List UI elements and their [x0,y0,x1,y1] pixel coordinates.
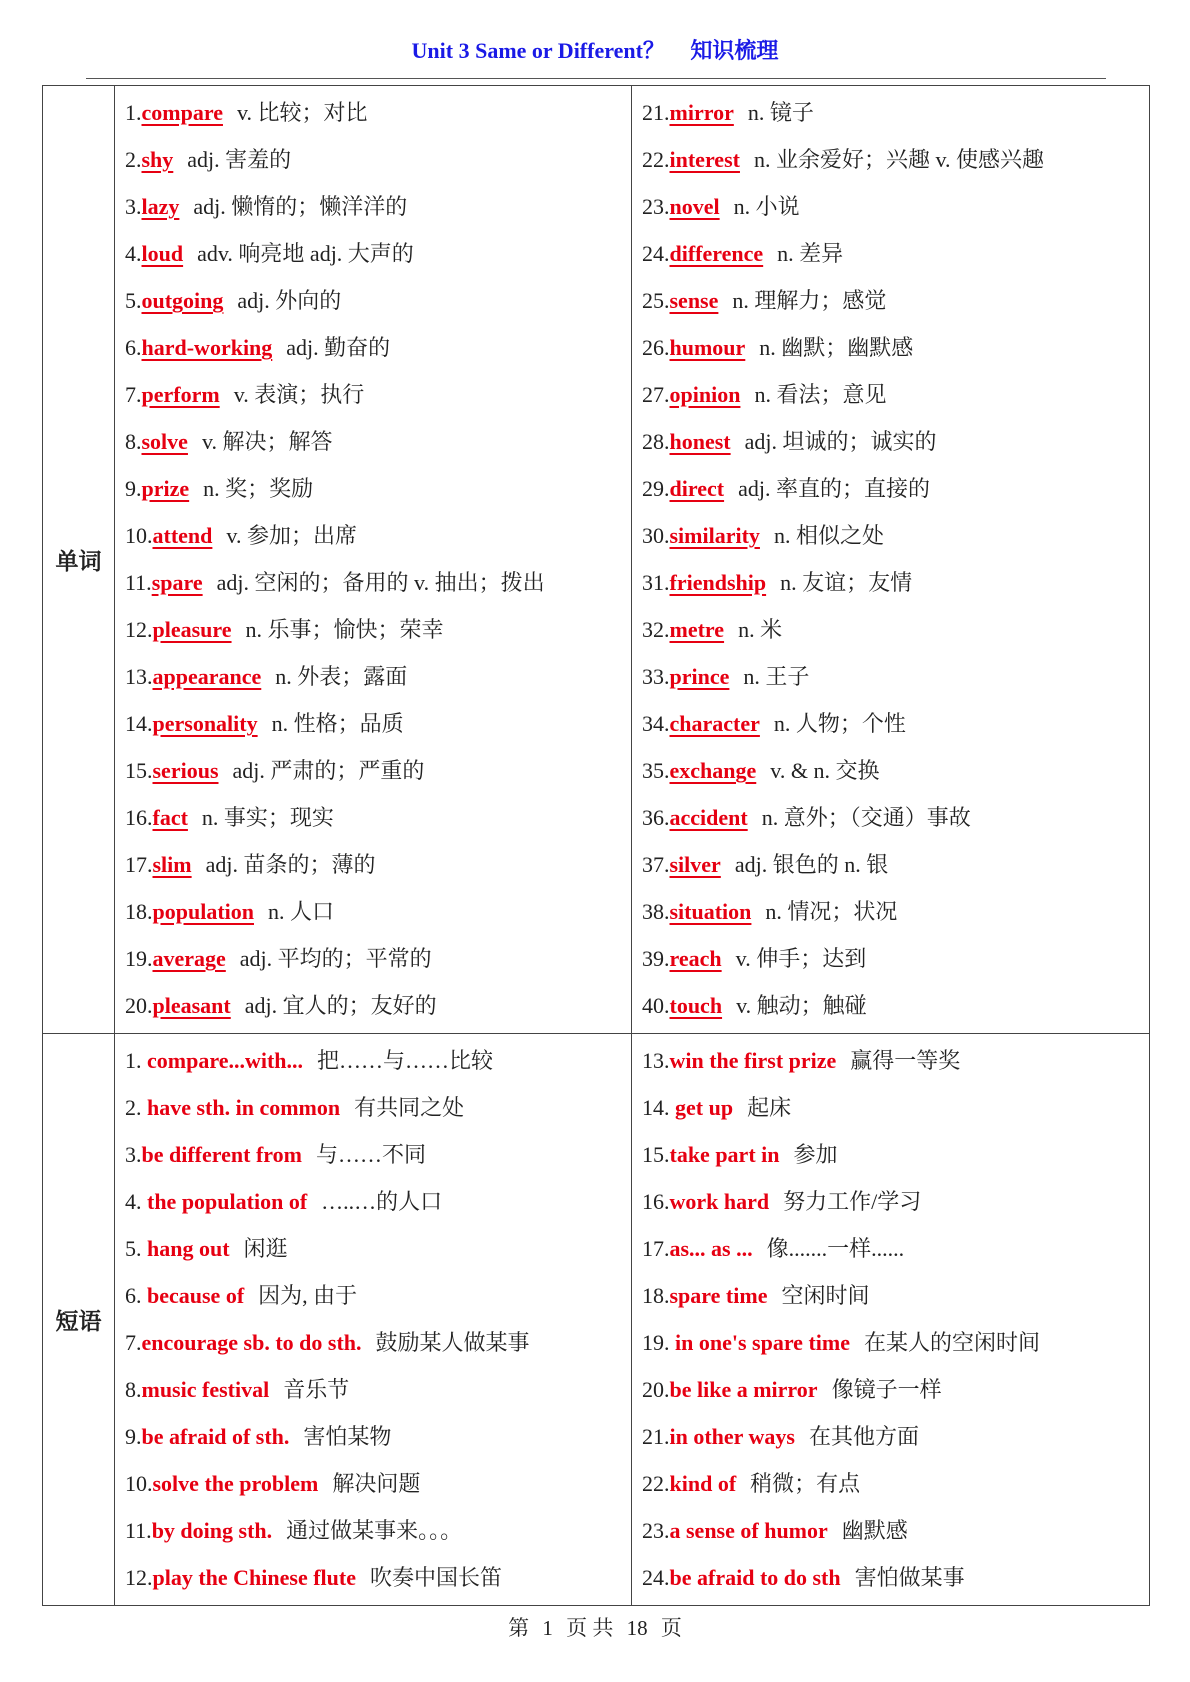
vocab-row [125,418,631,465]
item-definition: n. 外表；露面 [275,664,408,689]
item-definition: 有共同之处 [354,1095,465,1120]
item-number: 15. [642,1142,670,1167]
vocab-row [125,465,631,512]
item-definition: adj. 苗条的；薄的 [205,852,376,877]
vocab-word: character [669,711,760,736]
phrase-row [125,1131,631,1178]
phrase-text: work hard [669,1189,770,1214]
vocab-word: silver [669,852,721,877]
item-number: 14. [642,1095,675,1120]
phrase-text: in one's spare time [675,1330,850,1355]
vocab-row [642,89,1149,136]
footer-page-number: 1 [542,1616,553,1640]
item-definition: 在某人的空闲时间 [863,1330,1040,1355]
item-definition: 害怕做某事 [854,1565,965,1590]
item-definition: v. 解决；解答 [201,429,333,454]
item-definition: 通过做某事来。。。 [286,1518,463,1543]
item-definition: 闲逛 [243,1236,288,1261]
item-number: 7. [125,1330,142,1355]
item-definition: 因为, 由于 [258,1283,358,1308]
vocab-right-column [632,86,1150,1034]
vocab-row [125,136,631,183]
phrase-text: be like a mirror [669,1377,818,1402]
vocab-word: novel [669,194,720,219]
vocab-row [125,277,631,324]
vocab-word: mirror [669,100,734,125]
vocab-row [125,559,631,606]
item-number: 5. [125,288,142,313]
vocab-word: reach [669,946,722,971]
item-definition: adj. 空闲的；备用的 v. 抽出；拨出 [216,570,545,595]
item-number: 40. [642,993,670,1018]
item-number: 10. [125,523,153,548]
vocab-row [125,653,631,700]
vocab-row [125,230,631,277]
vocab-category-label: 单词 [43,86,115,1034]
vocab-word: friendship [669,570,767,595]
item-definition: 在其他方面 [809,1424,920,1449]
item-definition: n. 性格；品质 [271,711,404,736]
phrase-row [642,1319,1149,1366]
phrase-row [125,1037,631,1084]
item-number: 11. [125,1518,152,1543]
page-footer [0,1612,1190,1642]
item-number: 24. [642,241,670,266]
item-definition: adj. 外向的 [237,288,342,313]
phrase-row [125,1460,631,1507]
item-definition: n. 看法；意见 [754,382,887,407]
vocab-word: serious [152,758,219,783]
item-definition: n. 米 [738,617,783,642]
phrase-text: win the first prize [669,1048,837,1073]
phrase-text: music festival [141,1377,270,1402]
vocab-row [125,747,631,794]
phrase-text: get up [675,1095,734,1120]
vocab-row [125,371,631,418]
footer-suffix: 页 [660,1616,682,1640]
phrase-text: be afraid to do sth [669,1565,841,1590]
vocab-word: attend [152,523,213,548]
vocab-row [642,418,1149,465]
vocab-row [642,324,1149,371]
vocab-row [642,606,1149,653]
vocab-word: perform [141,382,220,407]
item-number: 16. [642,1189,670,1214]
vocab-word: loud [141,241,184,266]
vocab-row [125,982,631,1029]
phrase-row [125,1507,631,1554]
item-definition: 赢得一等奖 [850,1048,961,1073]
phrase-text: hang out [147,1236,230,1261]
vocab-row [125,606,631,653]
phrase-row [642,1131,1149,1178]
item-definition: n. 意外；（交通）事故 [761,805,971,830]
item-number: 8. [125,1377,142,1402]
item-number: 23. [642,1518,670,1543]
item-definition: 害怕某物 [303,1424,392,1449]
vocab-row [642,888,1149,935]
phrase-row [642,1272,1149,1319]
vocab-row [642,935,1149,982]
vocab-word: personality [152,711,258,736]
item-number: 5. [125,1236,147,1261]
vocab-row [125,841,631,888]
item-definition: v. & n. 交换 [770,758,880,783]
footer-prefix: 第 [508,1616,530,1640]
item-number: 24. [642,1565,670,1590]
phrase-row [642,1037,1149,1084]
item-number: 17. [125,852,153,877]
item-number: 32. [642,617,670,642]
knowledge-table [42,85,1150,1606]
phrase-text: a sense of humor [669,1518,828,1543]
item-number: 3. [125,1142,142,1167]
item-definition: 音乐节 [283,1377,350,1402]
phrase-text: kind of [669,1471,737,1496]
item-definition: n. 理解力；感觉 [732,288,887,313]
item-number: 18. [642,1283,670,1308]
item-number: 22. [642,1471,670,1496]
phrase-row [642,1366,1149,1413]
item-definition: 像.......一样...... [766,1236,905,1261]
item-number: 1. [125,1048,147,1073]
item-number: 10. [125,1471,153,1496]
item-number: 30. [642,523,670,548]
item-definition: n. 小说 [733,194,800,219]
vocab-word: lazy [141,194,180,219]
item-definition: 与……不同 [315,1142,426,1167]
vocab-section [43,86,1150,1034]
vocab-word: prince [669,664,730,689]
item-definition: 努力工作/学习 [783,1189,922,1214]
item-number: 8. [125,429,142,454]
item-number: 12. [125,1565,153,1590]
phrase-text: because of [147,1283,245,1308]
vocab-row [642,371,1149,418]
vocab-row [125,89,631,136]
item-number: 9. [125,476,142,501]
vocab-row [642,230,1149,277]
item-definition: v. 触动；触碰 [736,993,867,1018]
vocab-row [642,794,1149,841]
vocab-word: direct [669,476,725,501]
vocab-word: opinion [669,382,741,407]
item-definition: 幽默感 [841,1518,908,1543]
item-number: 2. [125,147,142,172]
item-definition: v. 比较；对比 [236,100,368,125]
item-definition: adj. 宜人的；友好的 [244,993,437,1018]
item-definition: adj. 懒惰的；懒洋洋的 [193,194,408,219]
phrase-text: encourage sb. to do sth. [141,1330,362,1355]
vocab-row [642,747,1149,794]
phrase-text: have sth. in common [147,1095,341,1120]
phrase-left-column [115,1034,632,1606]
item-number: 38. [642,899,670,924]
phrase-text: spare time [669,1283,768,1308]
phrase-row [125,1554,631,1601]
phrase-section [43,1034,1150,1606]
phrase-right-column [632,1034,1150,1606]
item-number: 19. [125,946,153,971]
vocab-row [642,183,1149,230]
item-definition: 鼓励某人做某事 [375,1330,530,1355]
item-definition: n. 友谊；友情 [780,570,913,595]
phrase-text: the population of [147,1189,308,1214]
item-definition: n. 奖；奖励 [203,476,314,501]
vocab-word: appearance [152,664,262,689]
vocab-row [642,559,1149,606]
vocab-row [642,653,1149,700]
phrase-text: in other ways [669,1424,795,1449]
item-definition: 像镜子一样 [831,1377,942,1402]
item-definition: v. 参加；出席 [226,523,357,548]
vocab-word: spare [151,570,203,595]
item-definition: adj. 银色的 n. 银 [734,852,889,877]
item-definition: n. 事实；现实 [201,805,334,830]
item-definition: …..…的人口 [321,1189,443,1214]
phrase-row [642,1460,1149,1507]
phrase-row [642,1178,1149,1225]
vocab-word: compare [141,100,223,125]
item-definition: 起床 [747,1095,792,1120]
vocab-row [642,982,1149,1029]
item-number: 28. [642,429,670,454]
footer-middle: 页 共 [566,1616,614,1640]
phrase-row [125,1225,631,1272]
item-number: 36. [642,805,670,830]
phrase-row [642,1507,1149,1554]
vocab-word: population [152,899,254,924]
item-definition: adj. 平均的；平常的 [239,946,432,971]
vocab-word: prize [141,476,190,501]
item-definition: n. 王子 [743,664,810,689]
item-number: 9. [125,1424,142,1449]
item-definition: adj. 勤奋的 [286,335,391,360]
item-number: 18. [125,899,153,924]
phrase-row [642,1225,1149,1272]
vocab-row [125,935,631,982]
vocab-word: touch [669,993,723,1018]
item-number: 27. [642,382,670,407]
phrase-row [125,1178,631,1225]
item-number: 34. [642,711,670,736]
item-definition: n. 镜子 [747,100,814,125]
item-number: 14. [125,711,153,736]
vocab-row [125,512,631,559]
item-number: 13. [642,1048,670,1073]
vocab-word: exchange [669,758,757,783]
item-definition: 参加 [793,1142,838,1167]
footer-total-pages: 18 [626,1616,648,1640]
vocab-word: humour [669,335,746,360]
item-number: 35. [642,758,670,783]
phrase-text: solve the problem [152,1471,319,1496]
phrase-row [642,1554,1149,1601]
phrase-row [125,1413,631,1460]
vocab-word: metre [669,617,725,642]
item-number: 39. [642,946,670,971]
item-number: 15. [125,758,153,783]
item-definition: v. 表演；执行 [233,382,365,407]
vocab-word: fact [152,805,188,830]
phrase-text: be different from [141,1142,302,1167]
vocab-word: solve [141,429,188,454]
vocab-word: situation [669,899,752,924]
vocab-row [642,512,1149,559]
item-number: 1. [125,100,142,125]
vocab-word: accident [669,805,748,830]
phrase-row [125,1272,631,1319]
item-number: 20. [642,1377,670,1402]
vocab-word: outgoing [141,288,224,313]
vocab-word: pleasure [152,617,232,642]
item-number: 37. [642,852,670,877]
item-definition: 解决问题 [332,1471,421,1496]
vocab-row [642,277,1149,324]
item-definition: adj. 害羞的 [187,147,292,172]
item-definition: n. 人物；个性 [773,711,906,736]
vocab-word: average [152,946,226,971]
vocab-word: sense [669,288,719,313]
item-definition: n. 乐事；愉快；荣幸 [245,617,444,642]
phrase-row [642,1413,1149,1460]
phrase-row [125,1366,631,1413]
vocab-row [125,183,631,230]
item-definition: n. 差异 [777,241,844,266]
item-number: 11. [125,570,152,595]
page-title [0,34,1190,65]
vocab-row [642,465,1149,512]
vocab-word: hard-working [141,335,273,360]
vocab-word: pleasant [152,993,231,1018]
item-definition: v. 伸手；达到 [735,946,867,971]
vocab-word: slim [152,852,192,877]
item-number: 7. [125,382,142,407]
item-number: 13. [125,664,153,689]
vocab-row [125,700,631,747]
item-number: 21. [642,1424,670,1449]
phrase-row [125,1084,631,1131]
vocab-row [642,136,1149,183]
item-definition: 把……与……比较 [317,1048,494,1073]
item-number: 29. [642,476,670,501]
item-definition: 吹奏中国长笛 [370,1565,503,1590]
item-definition: adj. 坦诚的；诚实的 [744,429,937,454]
phrase-text: as... as ... [669,1236,753,1261]
item-number: 21. [642,100,670,125]
phrase-row [642,1084,1149,1131]
item-definition: 空闲时间 [781,1283,870,1308]
item-number: 4. [125,241,142,266]
item-number: 20. [125,993,153,1018]
item-number: 12. [125,617,153,642]
vocab-word: interest [669,147,740,172]
vocab-row [125,324,631,371]
phrase-category-label: 短语 [43,1034,115,1606]
item-definition: adj. 率直的；直接的 [738,476,930,501]
vocab-row [642,700,1149,747]
item-number: 31. [642,570,670,595]
phrase-row [125,1319,631,1366]
header-divider [86,78,1106,79]
item-number: 25. [642,288,670,313]
item-number: 19. [642,1330,675,1355]
phrase-text: take part in [669,1142,780,1167]
title-english: Unit 3 Same or Different？ [411,38,665,63]
item-number: 17. [642,1236,670,1261]
item-number: 6. [125,1283,147,1308]
item-number: 33. [642,664,670,689]
item-definition: adv. 响亮地 adj. 大声的 [197,241,414,266]
vocab-word: shy [141,147,174,172]
item-definition: adj. 严肃的；严重的 [232,758,425,783]
item-number: 2. [125,1095,147,1120]
vocab-left-column [115,86,632,1034]
vocab-row [125,794,631,841]
item-number: 26. [642,335,670,360]
vocab-word: honest [669,429,731,454]
item-number: 22. [642,147,670,172]
item-number: 16. [125,805,153,830]
item-number: 23. [642,194,670,219]
item-definition: n. 相似之处 [773,523,884,548]
item-definition: n. 幽默；幽默感 [759,335,914,360]
phrase-text: play the Chinese flute [152,1565,356,1590]
phrase-text: by doing sth. [151,1518,273,1543]
title-chinese: 知识梳理 [690,38,779,63]
phrase-text: be afraid of sth. [141,1424,290,1449]
item-number: 3. [125,194,142,219]
item-definition: n. 人口 [268,899,335,924]
vocab-row [125,888,631,935]
phrase-text: compare...with... [147,1048,304,1073]
vocab-word: difference [669,241,764,266]
item-number: 4. [125,1189,147,1214]
item-definition: 稍微；有点 [750,1471,861,1496]
vocab-word: similarity [669,523,760,548]
item-definition: n. 业余爱好；兴趣 v. 使感兴趣 [753,147,1045,172]
item-definition: n. 情况；状况 [765,899,898,924]
item-number: 6. [125,335,142,360]
vocab-row [642,841,1149,888]
